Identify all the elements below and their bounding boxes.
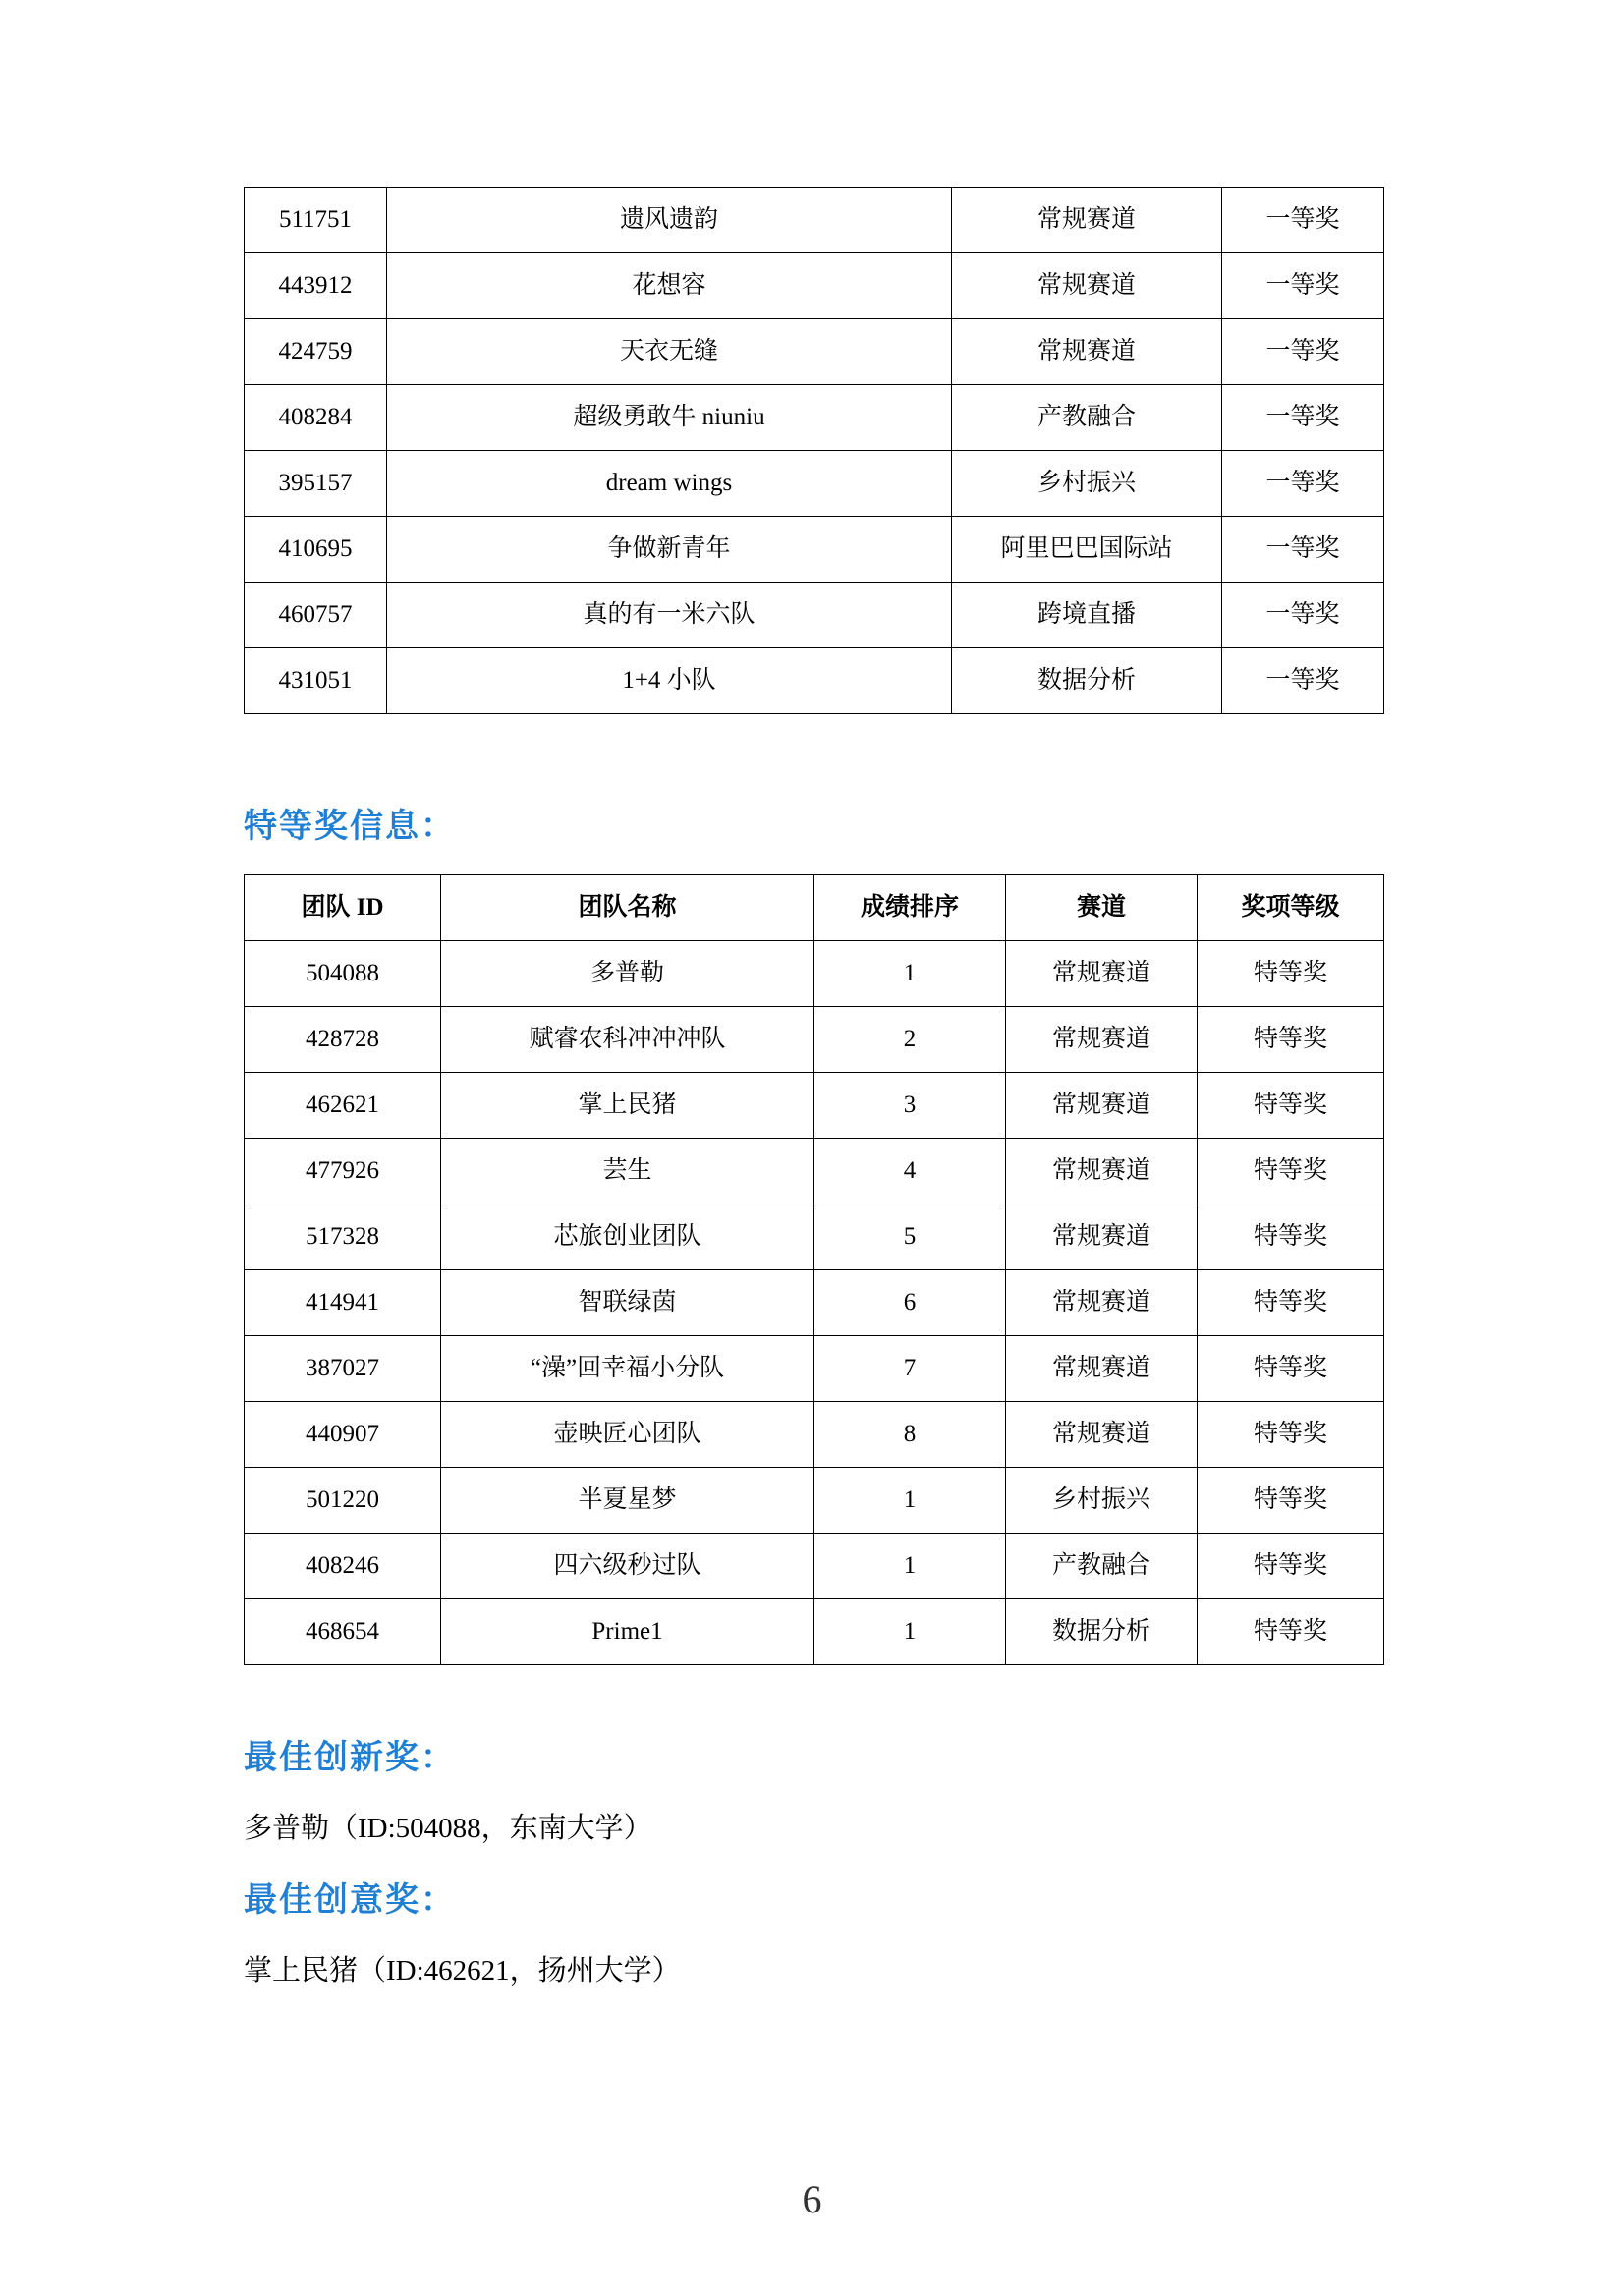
team-id-cell: 477926 bbox=[245, 1139, 441, 1204]
best-innovation-heading: 最佳创新奖： bbox=[244, 1740, 456, 1776]
team-id-cell: 443912 bbox=[245, 253, 387, 319]
table-header-row bbox=[245, 875, 1384, 941]
team-id-cell: 440907 bbox=[245, 1402, 441, 1468]
team-name-cell: 半夏星梦 bbox=[441, 1468, 814, 1534]
award-cell: 一等奖 bbox=[1222, 648, 1384, 714]
table-row bbox=[245, 517, 1384, 583]
award-cell: 一等奖 bbox=[1222, 188, 1384, 253]
team-name-cell: 1+4 小队 bbox=[387, 648, 952, 714]
special-award-table-head bbox=[245, 875, 1384, 941]
team-name-cell: 花想容 bbox=[387, 253, 952, 319]
award-cell: 特等奖 bbox=[1198, 941, 1384, 1007]
best-innovation-winner: 多普勒（ID:504088，东南大学） bbox=[244, 1813, 652, 1844]
award-cell: 特等奖 bbox=[1198, 1402, 1384, 1468]
award-cell: 特等奖 bbox=[1198, 1204, 1384, 1270]
team-id-cell: 414941 bbox=[245, 1270, 441, 1336]
table-row bbox=[245, 1402, 1384, 1468]
rank-cell: 1 bbox=[814, 1599, 1006, 1665]
track-cell: 常规赛道 bbox=[952, 319, 1222, 385]
award-cell: 特等奖 bbox=[1198, 1139, 1384, 1204]
header-award-level: 奖项等级 bbox=[1198, 875, 1384, 941]
award-cell: 特等奖 bbox=[1198, 1073, 1384, 1139]
award-cell: 特等奖 bbox=[1198, 1534, 1384, 1599]
table-row bbox=[245, 319, 1384, 385]
team-name-cell: 多普勒 bbox=[441, 941, 814, 1007]
award-cell: 一等奖 bbox=[1222, 319, 1384, 385]
team-name-cell: 四六级秒过队 bbox=[441, 1534, 814, 1599]
table-row bbox=[245, 1139, 1384, 1204]
table-row bbox=[245, 1204, 1384, 1270]
track-cell: 乡村振兴 bbox=[1006, 1468, 1198, 1534]
award-cell: 特等奖 bbox=[1198, 1336, 1384, 1402]
spacer bbox=[244, 847, 1383, 874]
rank-cell: 1 bbox=[814, 1468, 1006, 1534]
track-cell: 常规赛道 bbox=[1006, 1007, 1198, 1073]
page-number: 6 bbox=[802, 2177, 822, 2221]
track-cell: 常规赛道 bbox=[1006, 1402, 1198, 1468]
track-cell: 常规赛道 bbox=[1006, 1204, 1198, 1270]
track-cell: 产教融合 bbox=[1006, 1534, 1198, 1599]
table-row bbox=[245, 385, 1384, 451]
team-id-cell: 468654 bbox=[245, 1599, 441, 1665]
award-cell: 一等奖 bbox=[1222, 253, 1384, 319]
team-name-cell: “澡”回幸福小分队 bbox=[441, 1336, 814, 1402]
track-cell: 产教融合 bbox=[952, 385, 1222, 451]
track-cell: 乡村振兴 bbox=[952, 451, 1222, 517]
header-team-id: 团队 ID bbox=[245, 875, 441, 941]
page-content bbox=[244, 187, 1383, 1992]
track-cell: 常规赛道 bbox=[1006, 1139, 1198, 1204]
rank-cell: 6 bbox=[814, 1270, 1006, 1336]
table-row bbox=[245, 648, 1384, 714]
spacer bbox=[244, 714, 1383, 799]
team-id-cell: 504088 bbox=[245, 941, 441, 1007]
rank-cell: 1 bbox=[814, 941, 1006, 1007]
table-row bbox=[245, 1468, 1384, 1534]
team-name-cell: 争做新青年 bbox=[387, 517, 952, 583]
header-rank: 成绩排序 bbox=[814, 875, 1006, 941]
rank-cell: 4 bbox=[814, 1139, 1006, 1204]
first-place-table-body bbox=[245, 188, 1384, 714]
team-name-cell: 遗风遗韵 bbox=[387, 188, 952, 253]
track-cell: 常规赛道 bbox=[1006, 1270, 1198, 1336]
team-name-cell: 芸生 bbox=[441, 1139, 814, 1204]
track-cell: 数据分析 bbox=[1006, 1599, 1198, 1665]
special-award-table bbox=[244, 874, 1384, 1665]
team-name-cell: 芯旅创业团队 bbox=[441, 1204, 814, 1270]
table-row bbox=[245, 1073, 1384, 1139]
rank-cell: 2 bbox=[814, 1007, 1006, 1073]
header-team-name: 团队名称 bbox=[441, 875, 814, 941]
team-name-cell: dream wings bbox=[387, 451, 952, 517]
table-row bbox=[245, 941, 1384, 1007]
track-cell: 常规赛道 bbox=[1006, 1336, 1198, 1402]
team-id-cell: 517328 bbox=[245, 1204, 441, 1270]
team-name-cell: 智联绿茵 bbox=[441, 1270, 814, 1336]
track-cell: 常规赛道 bbox=[952, 188, 1222, 253]
spacer bbox=[244, 1921, 1383, 1950]
table-row bbox=[245, 188, 1384, 253]
table-row bbox=[245, 1270, 1384, 1336]
table-row bbox=[245, 1336, 1384, 1402]
team-name-cell: 真的有一米六队 bbox=[387, 583, 952, 648]
team-id-cell: 460757 bbox=[245, 583, 387, 648]
track-cell: 常规赛道 bbox=[1006, 941, 1198, 1007]
team-id-cell: 410695 bbox=[245, 517, 387, 583]
track-cell: 常规赛道 bbox=[952, 253, 1222, 319]
team-id-cell: 424759 bbox=[245, 319, 387, 385]
rank-cell: 1 bbox=[814, 1534, 1006, 1599]
team-name-cell: 赋睿农科冲冲冲队 bbox=[441, 1007, 814, 1073]
special-award-heading: 特等奖信息： bbox=[244, 809, 456, 845]
team-id-cell: 408246 bbox=[245, 1534, 441, 1599]
table-row bbox=[245, 253, 1384, 319]
team-id-cell: 387027 bbox=[245, 1336, 441, 1402]
team-name-cell: 天衣无缝 bbox=[387, 319, 952, 385]
team-id-cell: 431051 bbox=[245, 648, 387, 714]
award-cell: 一等奖 bbox=[1222, 451, 1384, 517]
team-name-cell: 壶映匠心团队 bbox=[441, 1402, 814, 1468]
header-track: 赛道 bbox=[1006, 875, 1198, 941]
rank-cell: 7 bbox=[814, 1336, 1006, 1402]
track-cell: 数据分析 bbox=[952, 648, 1222, 714]
award-cell: 特等奖 bbox=[1198, 1468, 1384, 1534]
best-creative-winner: 掌上民猪（ID:462621，扬州大学） bbox=[244, 1954, 681, 1987]
track-cell: 跨境直播 bbox=[952, 583, 1222, 648]
team-id-cell: 511751 bbox=[245, 188, 387, 253]
award-cell: 一等奖 bbox=[1222, 583, 1384, 648]
award-cell: 特等奖 bbox=[1198, 1270, 1384, 1336]
team-name-cell: 超级勇敢牛 niuniu bbox=[387, 385, 952, 451]
table-row bbox=[245, 451, 1384, 517]
spacer bbox=[244, 1665, 1383, 1730]
spacer bbox=[244, 1851, 1383, 1873]
team-name-cell: Prime1 bbox=[441, 1599, 814, 1665]
table-row bbox=[245, 1599, 1384, 1665]
rank-cell: 5 bbox=[814, 1204, 1006, 1270]
table-row bbox=[245, 583, 1384, 648]
team-name-cell: 掌上民猪 bbox=[441, 1073, 814, 1139]
team-id-cell: 408284 bbox=[245, 385, 387, 451]
best-creative-heading: 最佳创意奖： bbox=[244, 1881, 456, 1919]
award-cell: 一等奖 bbox=[1222, 517, 1384, 583]
team-id-cell: 395157 bbox=[245, 451, 387, 517]
rank-cell: 3 bbox=[814, 1073, 1006, 1139]
spacer bbox=[244, 1778, 1383, 1808]
team-id-cell: 428728 bbox=[245, 1007, 441, 1073]
first-place-continued-table bbox=[244, 187, 1384, 714]
special-award-table-body bbox=[245, 941, 1384, 1665]
track-cell: 常规赛道 bbox=[1006, 1073, 1198, 1139]
table-row bbox=[245, 1534, 1384, 1599]
award-cell: 特等奖 bbox=[1198, 1007, 1384, 1073]
award-cell: 特等奖 bbox=[1198, 1599, 1384, 1665]
rank-cell: 8 bbox=[814, 1402, 1006, 1468]
table-row bbox=[245, 1007, 1384, 1073]
award-cell: 一等奖 bbox=[1222, 385, 1384, 451]
track-cell: 阿里巴巴国际站 bbox=[952, 517, 1222, 583]
team-id-cell: 501220 bbox=[245, 1468, 441, 1534]
team-id-cell: 462621 bbox=[245, 1073, 441, 1139]
